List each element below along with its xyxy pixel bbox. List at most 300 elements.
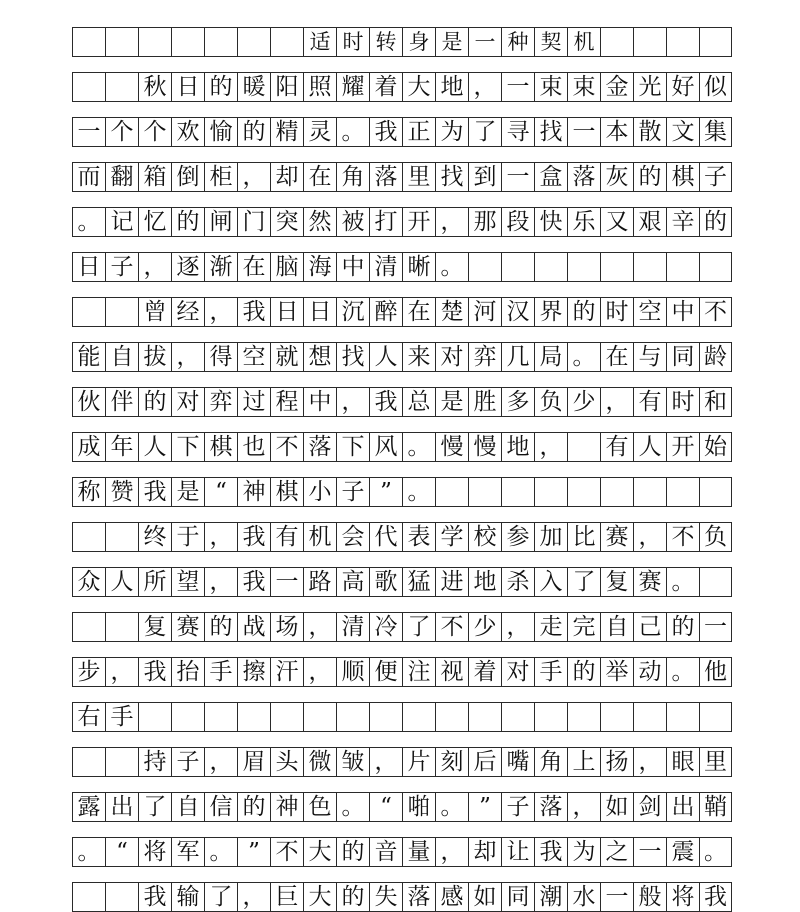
grid-cell: 成 [72,433,105,461]
grid-cell [105,613,138,641]
grid-cell: 战 [237,613,270,641]
grid-cell: 倒 [171,163,204,191]
grid-cell [501,703,534,731]
grid-cell: 负 [699,523,732,551]
grid-cell: 然 [303,208,336,236]
essay-line-1 [72,72,732,102]
grid-cell: 子 [699,163,732,191]
grid-cell: 的 [567,658,600,686]
grid-cell: 楚 [435,298,468,326]
grid-cell: 个 [138,118,171,146]
grid-cell: 一 [633,838,666,866]
grid-cell [72,613,105,641]
title-cell: 机 [567,28,600,56]
grid-cell: 子 [171,748,204,776]
grid-cell: 了 [204,883,237,911]
grid-cell: 一 [699,613,732,641]
grid-cell [699,478,732,506]
grid-cell: 地 [468,568,501,596]
essay-line-18 [72,837,732,867]
grid-cell: 微 [303,748,336,776]
grid-cell: 龄 [699,343,732,371]
grid-cell: 我 [369,388,402,416]
grid-cell: 似 [699,73,732,101]
grid-cell: 路 [303,568,336,596]
grid-cell: 抬 [171,658,204,686]
grid-cell: ， [138,253,171,281]
grid-cell [567,703,600,731]
grid-cell: 擦 [237,658,270,686]
grid-cell: 艰 [633,208,666,236]
grid-cell: ， [171,343,204,371]
grid-cell: 如 [600,793,633,821]
grid-cell: 就 [270,343,303,371]
grid-cell: 弈 [204,388,237,416]
grid-cell: 神 [237,478,270,506]
grid-cell: 汉 [501,298,534,326]
grid-cell: 的 [171,208,204,236]
title-cell: 转 [369,28,402,56]
grid-cell: 。 [402,433,435,461]
grid-cell: 段 [501,208,534,236]
grid-cell: 一 [501,163,534,191]
grid-cell: 人 [138,433,171,461]
grid-cell: 让 [501,838,534,866]
grid-cell: 他 [699,658,732,686]
grid-cell [501,253,534,281]
grid-cell: 色 [303,793,336,821]
grid-cell: 耀 [336,73,369,101]
grid-cell: 少 [567,388,600,416]
grid-cell: 辛 [666,208,699,236]
grid-cell: ， [633,523,666,551]
grid-cell: 皱 [336,748,369,776]
grid-cell: 猛 [402,568,435,596]
title-cell: 时 [336,28,369,56]
grid-cell: 走 [534,613,567,641]
grid-cell: 注 [402,658,435,686]
grid-cell: 有 [600,433,633,461]
grid-cell: 中 [336,253,369,281]
grid-cell: 不 [270,433,303,461]
grid-cell: 找 [534,118,567,146]
grid-cell: 地 [435,73,468,101]
grid-cell: 金 [600,73,633,101]
grid-cell: 愉 [204,118,237,146]
grid-cell [138,703,171,731]
grid-cell: 大 [303,838,336,866]
grid-cell: 人 [633,433,666,461]
grid-cell [72,298,105,326]
grid-cell [666,253,699,281]
grid-cell: 场 [270,613,303,641]
title-cell: 契 [534,28,567,56]
grid-cell: 出 [105,793,138,821]
grid-cell: 伙 [72,388,105,416]
essay-title-row [72,27,732,57]
grid-cell: 里 [402,163,435,191]
grid-cell: 小 [303,478,336,506]
grid-cell: 量 [402,838,435,866]
grid-cell: 己 [633,613,666,641]
grid-cell: 日 [171,73,204,101]
grid-cell: 鞘 [699,793,732,821]
grid-cell [633,703,666,731]
grid-cell: 河 [468,298,501,326]
grid-cell: ， [204,523,237,551]
grid-cell [105,298,138,326]
grid-cell: 进 [435,568,468,596]
grid-cell: 望 [171,568,204,596]
grid-cell: 扬 [600,748,633,776]
grid-cell: “ [369,793,402,821]
grid-cell: 程 [270,388,303,416]
grid-cell [171,703,204,731]
grid-cell: 了 [402,613,435,641]
grid-cell [303,703,336,731]
grid-cell: 歌 [369,568,402,596]
grid-cell: 清 [369,253,402,281]
grid-cell [72,523,105,551]
grid-cell [105,883,138,911]
grid-cell [72,73,105,101]
grid-cell: 落 [534,793,567,821]
grid-cell: 高 [336,568,369,596]
grid-cell: 胜 [468,388,501,416]
grid-cell: 日 [303,298,336,326]
grid-cell: 集 [699,118,732,146]
grid-cell: 了 [138,793,171,821]
grid-cell: 是 [171,478,204,506]
grid-cell: 同 [501,883,534,911]
essay-line-7 [72,342,732,372]
grid-cell: 的 [237,793,270,821]
grid-cell: 。 [435,793,468,821]
grid-cell: 日 [270,298,303,326]
grid-cell: ， [534,433,567,461]
grid-cell: 一 [567,118,600,146]
grid-cell: 散 [633,118,666,146]
essay-line-6 [72,297,732,327]
grid-cell: 右 [72,703,105,731]
grid-cell: 下 [171,433,204,461]
grid-cell: 。 [402,478,435,506]
grid-cell: 赛 [633,568,666,596]
grid-cell: 多 [501,388,534,416]
grid-cell: 落 [303,433,336,461]
grid-cell: 逐 [171,253,204,281]
grid-cell: 也 [237,433,270,461]
grid-cell: 总 [402,388,435,416]
grid-cell: 入 [534,568,567,596]
title-cell [666,28,699,56]
grid-cell: ， [567,793,600,821]
grid-cell [600,703,633,731]
grid-cell: 于 [171,523,204,551]
grid-cell: 一 [600,883,633,911]
grid-cell: 醉 [369,298,402,326]
grid-cell: ， [237,883,270,911]
grid-cell [468,253,501,281]
grid-cell: 想 [303,343,336,371]
grid-cell: 个 [105,118,138,146]
grid-cell [369,703,402,731]
grid-cell: 表 [402,523,435,551]
grid-cell: 。 [435,253,468,281]
grid-cell: ， [204,298,237,326]
essay-line-2 [72,117,732,147]
grid-cell: 子 [336,478,369,506]
grid-cell: 举 [600,658,633,686]
grid-cell: 角 [534,748,567,776]
grid-cell: 闸 [204,208,237,236]
grid-cell: 眉 [237,748,270,776]
grid-cell [270,703,303,731]
grid-cell [699,703,732,731]
grid-cell: 空 [633,298,666,326]
grid-cell: 曾 [138,298,171,326]
grid-cell: 弈 [468,343,501,371]
grid-cell: 赞 [105,478,138,506]
grid-cell [402,703,435,731]
grid-cell: 震 [666,838,699,866]
grid-cell: 束 [534,73,567,101]
grid-cell: 经 [171,298,204,326]
grid-cell: 我 [699,883,732,911]
grid-cell: 手 [534,658,567,686]
grid-cell: 那 [468,208,501,236]
grid-cell [105,73,138,101]
grid-cell: 却 [270,163,303,191]
grid-cell: 了 [567,568,600,596]
grid-cell: 持 [138,748,171,776]
grid-cell: 。 [666,658,699,686]
grid-cell: 箱 [138,163,171,191]
grid-cell: 杀 [501,568,534,596]
grid-cell: 潮 [534,883,567,911]
grid-cell: 是 [435,388,468,416]
grid-cell: 晰 [402,253,435,281]
grid-cell: 我 [534,838,567,866]
grid-cell: 信 [204,793,237,821]
grid-cell: 露 [72,793,105,821]
grid-cell: ， [336,388,369,416]
title-cell: 一 [468,28,501,56]
grid-cell: 不 [666,523,699,551]
grid-cell: 文 [666,118,699,146]
grid-cell [600,478,633,506]
title-cell [270,28,303,56]
grid-cell: 灵 [303,118,336,146]
grid-cell: 将 [666,883,699,911]
grid-cell: 便 [369,658,402,686]
grid-cell [534,478,567,506]
grid-cell: 眼 [666,748,699,776]
grid-cell: 被 [336,208,369,236]
grid-cell: 渐 [204,253,237,281]
grid-cell: 失 [369,883,402,911]
grid-cell: 汗 [270,658,303,686]
grid-cell: 翻 [105,163,138,191]
grid-cell: 为 [435,118,468,146]
grid-cell: 灰 [600,163,633,191]
grid-cell: 的 [237,118,270,146]
grid-cell: 一 [270,568,303,596]
grid-cell: 到 [468,163,501,191]
grid-cell [501,478,534,506]
grid-cell: 输 [171,883,204,911]
grid-cell: 称 [72,478,105,506]
grid-cell: 顺 [336,658,369,686]
grid-cell: 慢 [468,433,501,461]
grid-cell [204,703,237,731]
grid-cell: 乐 [567,208,600,236]
grid-cell: 开 [402,208,435,236]
grid-cell: 手 [105,703,138,731]
grid-cell: 落 [567,163,600,191]
grid-cell: 的 [336,838,369,866]
grid-cell: 人 [105,568,138,596]
grid-cell [633,478,666,506]
essay-line-12 [72,567,732,597]
essay-line-3 [72,162,732,192]
grid-cell: 来 [402,343,435,371]
grid-cell: 角 [336,163,369,191]
grid-cell: 同 [666,343,699,371]
grid-cell: 在 [303,163,336,191]
grid-cell: 开 [666,433,699,461]
grid-cell: 动 [633,658,666,686]
grid-cell: 不 [435,613,468,641]
grid-cell: 不 [270,838,303,866]
grid-cell: 大 [303,883,336,911]
grid-cell: “ [105,838,138,866]
title-cell [633,28,666,56]
grid-cell: 我 [237,568,270,596]
grid-cell: 能 [72,343,105,371]
grid-cell [468,703,501,731]
grid-cell: 军 [171,838,204,866]
grid-cell: ， [303,658,336,686]
grid-cell: 里 [699,748,732,776]
essay-line-14 [72,657,732,687]
grid-cell: 空 [237,343,270,371]
grid-cell: ， [468,73,501,101]
grid-cell: 上 [567,748,600,776]
grid-cell: 我 [138,658,171,686]
grid-cell: 得 [204,343,237,371]
grid-cell [435,478,468,506]
grid-cell: 。 [204,838,237,866]
title-cell [72,28,105,56]
grid-cell: ， [435,838,468,866]
grid-cell: 着 [369,73,402,101]
grid-cell: 子 [501,793,534,821]
grid-cell: 赛 [171,613,204,641]
grid-cell: 棋 [666,163,699,191]
grid-cell [72,883,105,911]
grid-cell: 剑 [633,793,666,821]
grid-cell: 的 [204,613,237,641]
grid-cell: 音 [369,838,402,866]
essay-line-8 [72,387,732,417]
grid-cell: 。 [72,208,105,236]
grid-cell: 为 [567,838,600,866]
grid-cell: 好 [666,73,699,101]
grid-cell: 自 [105,343,138,371]
essay-line-19 [72,882,732,912]
grid-cell: 和 [699,388,732,416]
grid-cell: 复 [600,568,633,596]
grid-cell: 如 [468,883,501,911]
grid-cell: 精 [270,118,303,146]
essay-line-17 [72,792,732,822]
grid-cell: 有 [270,523,303,551]
grid-cell: 出 [666,793,699,821]
grid-cell: 比 [567,523,600,551]
grid-cell: 水 [567,883,600,911]
grid-cell: 。 [567,343,600,371]
grid-cell: 啪 [402,793,435,821]
grid-cell: ， [369,748,402,776]
grid-cell: 却 [468,838,501,866]
grid-cell: 所 [138,568,171,596]
title-cell [600,28,633,56]
grid-cell [567,433,600,461]
grid-cell: 自 [600,613,633,641]
grid-cell: ， [501,613,534,641]
grid-cell: 慢 [435,433,468,461]
grid-cell: 。 [666,568,699,596]
title-cell [699,28,732,56]
essay-line-15 [72,702,732,732]
grid-cell: 赛 [600,523,633,551]
grid-cell: 冷 [369,613,402,641]
grid-cell [567,478,600,506]
grid-cell: 子 [105,253,138,281]
grid-cell: 。 [72,838,105,866]
grid-cell: ， [237,163,270,191]
grid-cell: 在 [237,253,270,281]
grid-cell: 学 [435,523,468,551]
grid-cell: 记 [105,208,138,236]
grid-cell: ” [468,793,501,821]
grid-cell: 本 [600,118,633,146]
grid-cell: ， [600,388,633,416]
grid-cell: 般 [633,883,666,911]
grid-cell: 参 [501,523,534,551]
grid-cell: 落 [402,883,435,911]
title-cell [171,28,204,56]
essay-line-5 [72,252,732,282]
grid-cell [534,703,567,731]
grid-cell [633,253,666,281]
title-cell: 是 [435,28,468,56]
grid-cell [72,748,105,776]
grid-cell: 在 [600,343,633,371]
grid-cell: 秋 [138,73,171,101]
title-cell [105,28,138,56]
grid-cell: 一 [501,73,534,101]
grid-cell: 的 [633,163,666,191]
grid-cell: 的 [699,208,732,236]
grid-cell: 棋 [270,478,303,506]
title-cell: 适 [303,28,336,56]
grid-cell: 我 [369,118,402,146]
grid-cell: 我 [138,478,171,506]
grid-cell: 的 [336,883,369,911]
grid-cell: 阳 [270,73,303,101]
